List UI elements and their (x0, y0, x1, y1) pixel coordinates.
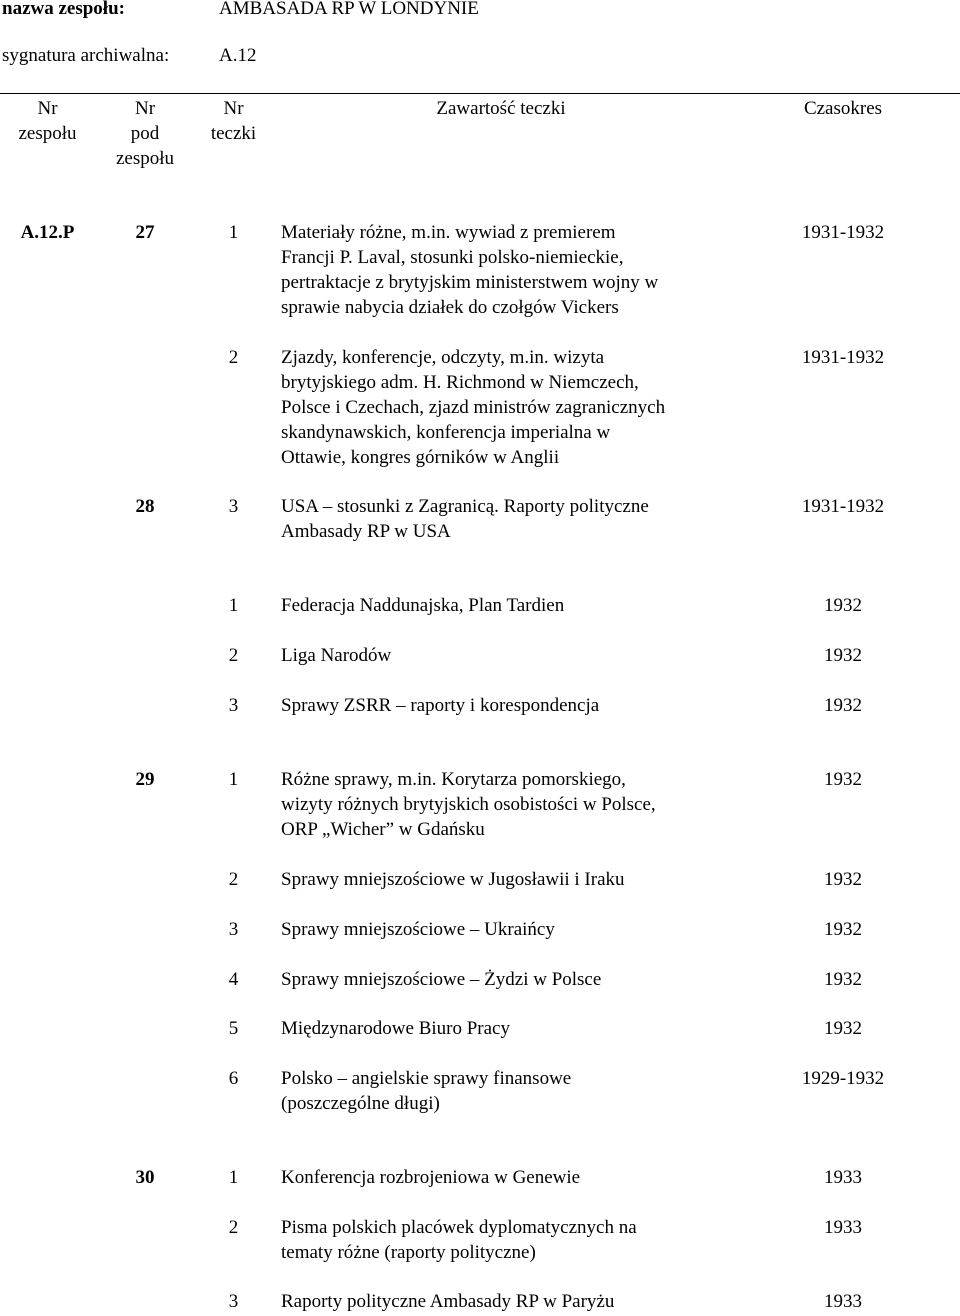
cell-zawartosc (281, 867, 741, 892)
cell-nr-teczki: 3 (228, 919, 239, 940)
cell-zawartosc (281, 917, 741, 942)
cell-zawartosc-line: skandynawskich, konferencja imperialna w (281, 422, 611, 443)
header-nr-teczki-line2: teczki (210, 123, 257, 144)
cell-zawartosc-line: brytyjskiego adm. H. Richmond w Niemczech, (281, 372, 639, 393)
cell-nr-teczki: 2 (228, 645, 239, 666)
cell-nr-teczki: 3 (228, 496, 239, 517)
cell-czasokres: 1931-1932 (801, 222, 885, 243)
cell-zawartosc-line: Liga Narodów (281, 645, 392, 666)
cell-czasokres: 1932 (824, 919, 862, 940)
cell-czasokres: 1929-1932 (801, 1068, 885, 1089)
cell-zawartosc-line: Polsko – angielskie sprawy finansowe (281, 1068, 572, 1089)
header-nr-zespolu-line1: Nr (37, 98, 58, 119)
cell-zawartosc (281, 593, 741, 618)
cell-zawartosc-line: Polsce i Czechach, zjazd ministrów zagranicznych (281, 397, 666, 418)
cell-zawartosc-line: Sprawy mniejszościowe – Żydzi w Polsce (281, 969, 602, 990)
header-nr-pod-line2: pod (130, 123, 160, 144)
cell-czasokres: 1933 (824, 1167, 862, 1188)
cell-zawartosc-line: Pisma polskich placówek dyplomatycznych na (281, 1217, 637, 1238)
cell-czasokres: 1932 (824, 595, 862, 616)
cell-zawartosc (281, 1066, 741, 1116)
cell-nr-teczki: 6 (228, 1068, 239, 1089)
cell-czasokres: 1932 (824, 695, 862, 716)
cell-zawartosc-line: sprawie nabycia działek do czołgów Vickers (281, 297, 619, 318)
cell-zawartosc-line: Sprawy mniejszościowe w Jugosławii i Iraku (281, 869, 625, 890)
label-team-name: nazwa zespołu: (2, 0, 125, 19)
cell-zawartosc-line: tematy różne (raporty polityczne) (281, 1242, 536, 1263)
header-zawartosc: Zawartość teczki (436, 98, 566, 119)
cell-nr-teczki: 3 (228, 1291, 239, 1312)
value-signature: A.12 (219, 45, 257, 66)
cell-zawartosc-line: wizyty różnych brytyjskich osobistości w Polsce, (281, 794, 656, 815)
cell-zawartosc (281, 693, 741, 718)
cell-nr-teczki: 3 (228, 695, 239, 716)
cell-zawartosc-line: (poszczególne długi) (281, 1093, 440, 1114)
cell-nr-teczki: 1 (228, 769, 239, 790)
header-nr-zespolu-line2: zespołu (18, 123, 77, 144)
header-nr-pod-line1: Nr (134, 98, 156, 119)
cell-zawartosc-line: ORP „Wicher” w Gdańsku (281, 819, 485, 840)
cell-zawartosc-line: Konferencja rozbrojeniowa w Genewie (281, 1167, 581, 1188)
header-nr-pod-zespolu (100, 96, 190, 171)
cell-zawartosc (281, 494, 741, 544)
cell-nr-teczki: 1 (228, 222, 239, 243)
cell-zawartosc-line: Sprawy ZSRR – raporty i korespondencja (281, 695, 600, 716)
cell-czasokres: 1932 (824, 645, 862, 666)
cell-nr-teczki: 1 (228, 595, 239, 616)
cell-nr-pod-zespolu: 29 (135, 769, 155, 790)
header-nr-zespolu (0, 96, 95, 146)
cell-nr-pod-zespolu: 30 (135, 1167, 155, 1188)
header-nr-teczki (196, 96, 271, 146)
header-nr-pod-line3: zespołu (115, 148, 175, 169)
label-signature: sygnatura archiwalna: (2, 45, 170, 66)
cell-zawartosc-line: USA – stosunki z Zagranicą. Raporty polityczne (281, 496, 649, 517)
cell-czasokres: 1933 (824, 1291, 862, 1312)
cell-zawartosc-line: Federacja Naddunajska, Plan Tardien (281, 595, 565, 616)
cell-zawartosc-line: Zjazdy, konferencje, odczyty, m.in. wizyta (281, 347, 605, 368)
cell-zawartosc-line: Ambasady RP w USA (281, 521, 451, 542)
cell-zawartosc (281, 220, 741, 320)
header-czasokres: Czasokres (803, 98, 883, 119)
cell-nr-teczki: 2 (228, 347, 239, 368)
header-rule (0, 93, 960, 94)
cell-czasokres: 1932 (824, 769, 862, 790)
cell-nr-pod-zespolu: 27 (135, 222, 155, 243)
cell-nr-teczki: 1 (228, 1167, 239, 1188)
cell-czasokres: 1931-1932 (801, 496, 885, 517)
cell-zawartosc (281, 1016, 741, 1041)
cell-czasokres: 1932 (824, 869, 862, 890)
cell-nr-teczki: 4 (228, 969, 239, 990)
cell-zawartosc-line: Raporty polityczne Ambasady RP w Paryżu (281, 1291, 615, 1312)
cell-zawartosc (281, 643, 741, 668)
cell-zawartosc (281, 1215, 741, 1265)
cell-zawartosc-line: Sprawy mniejszościowe – Ukraińcy (281, 919, 555, 940)
cell-zawartosc-line: Materiały różne, m.in. wywiad z premierem (281, 222, 616, 243)
cell-nr-pod-zespolu: 28 (135, 496, 155, 517)
cell-czasokres: 1932 (824, 1018, 862, 1039)
cell-czasokres: 1931-1932 (801, 347, 885, 368)
header-nr-teczki-line1: Nr (223, 98, 244, 119)
cell-zawartosc (281, 967, 741, 992)
cell-nr-teczki: 2 (228, 869, 239, 890)
cell-zawartosc (281, 345, 741, 470)
cell-zawartosc-line: Międzynarodowe Biuro Pracy (281, 1018, 510, 1039)
cell-zawartosc-line: Różne sprawy, m.in. Korytarza pomorskiego, (281, 769, 626, 790)
cell-nr-zespolu: A.12.P (20, 222, 75, 243)
cell-zawartosc-line: Francji P. Laval, stosunki polsko-niemieckie, (281, 247, 624, 268)
cell-zawartosc (281, 1289, 741, 1314)
cell-zawartosc (281, 1165, 741, 1190)
cell-zawartosc-line: Ottawie, kongres górników w Anglii (281, 447, 560, 468)
cell-zawartosc-line: pertraktacje z brytyjskim ministerstwem wojny w (281, 272, 659, 293)
cell-czasokres: 1933 (824, 1217, 862, 1238)
cell-zawartosc (281, 767, 741, 842)
value-team-name: AMBASADA RP W LONDYNIE (219, 0, 479, 19)
cell-nr-teczki: 5 (228, 1018, 239, 1039)
cell-czasokres: 1932 (824, 969, 862, 990)
cell-nr-teczki: 2 (228, 1217, 239, 1238)
